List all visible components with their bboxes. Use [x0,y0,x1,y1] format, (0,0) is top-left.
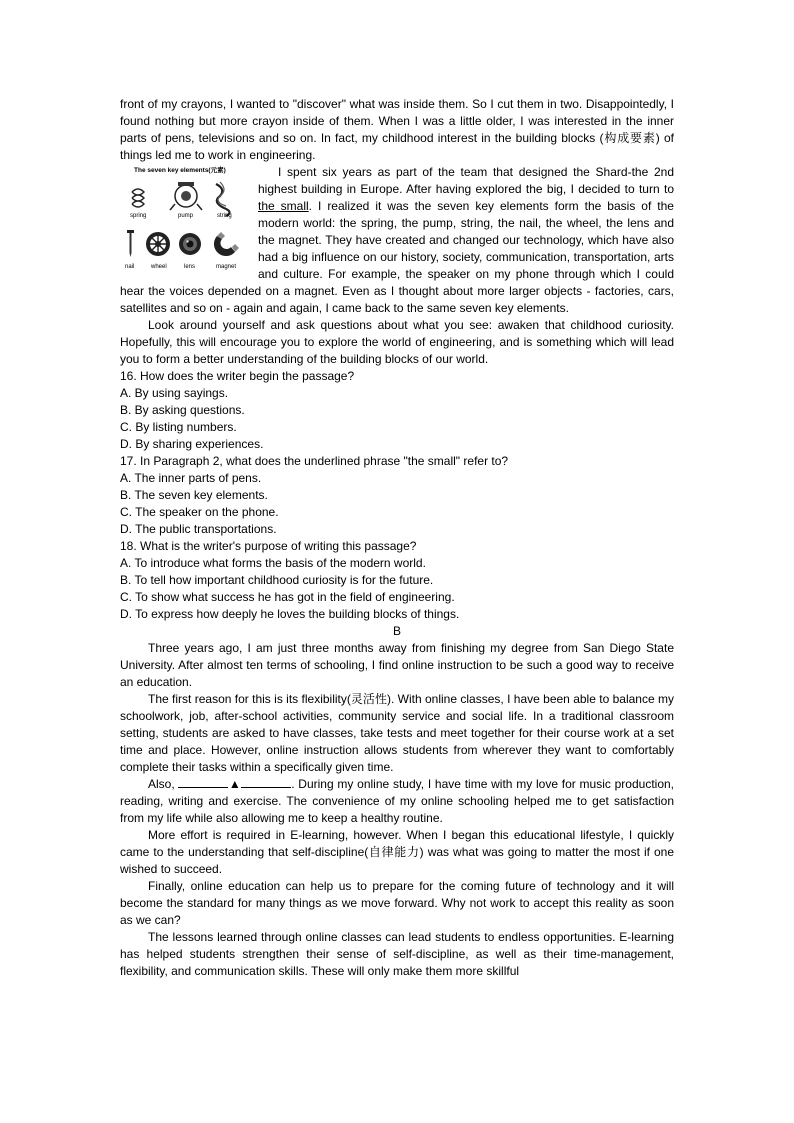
passage-b-heading: B [392,624,401,638]
answer-blank-left[interactable] [178,776,228,788]
option-b[interactable]: B. To tell how important childhood curiosity is for the future. [120,573,434,587]
spring-label: spring [130,213,147,219]
question-stem: 16. How does the writer begin the passage? [120,369,355,383]
option-d[interactable]: D. By sharing experiences. [120,437,264,451]
document-content [120,96,674,980]
string-icon [216,182,230,216]
passage-a-paragraph-1: front of my crayons, I wanted to "discover" what was inside them. So I cut them in two. Disappointedly, I found nothing but more crayon inside of them. When I was a little older, I was interested in the inner parts of pens, televisions and so on. In fact, my childhood interest in the building blocks (构成要素) of things led me to work in engineering. [120,97,674,162]
magnet-label: magnet [216,264,237,270]
spring-icon [132,189,144,207]
nail-icon [127,230,134,257]
blank-marker: ▲ [228,777,242,791]
figure-title: The seven key elements(元素) [134,167,226,174]
seven-elements-figure [120,164,250,274]
option-b[interactable]: B. The seven key elements. [120,488,268,502]
nail-label: nail [125,264,135,270]
string-label: string [217,213,232,219]
wheel-label: wheel [151,264,167,270]
option-a[interactable]: A. The inner parts of pens. [120,471,262,485]
question-stem: 18. What is the writer's purpose of writing this passage? [120,539,417,553]
underlined-phrase: the small [258,199,309,213]
option-d[interactable]: D. To express how deeply he loves the building blocks of things. [120,607,460,621]
p3-text-after: . During my online study, I have time with my love for music production, reading, writing and exercise. The convenience of my online schooling helped me to get satisfaction from my life while also allowing me to keep a healthy routine. [120,777,674,825]
passage-a-paragraph-3: Look around yourself and ask questions about what you see: awaken that childhood curiosity. Hopefully, this will encourage you to explore the world of engineering, and is something which will lead you to form a better understanding of the building blocks of our world. [120,318,674,366]
passage-b-paragraph-3 [120,776,674,827]
option-a[interactable]: A. By using sayings. [120,386,229,400]
pump-icon [170,182,202,210]
answer-blank-right[interactable] [241,776,291,788]
option-c[interactable]: C. By listing numbers. [120,420,237,434]
option-d[interactable]: D. The public transportations. [120,522,277,536]
seven-elements-illustration [120,164,250,274]
p3-text-before: Also, [148,777,179,791]
question-16 [120,368,674,453]
option-a[interactable]: A. To introduce what forms the basis of the modern world. [120,556,426,570]
p2-text-after: . I realized it was the seven key elements form the basis of the modern world: the spring, the pump, string, the nail, the wheel, the lens and the magnet. They have created and changed our technology, which have also had a big influence on our history, society, communication, transportation, arts and culture. For example, the speaker on my phone through which I could hear the voices depended on a magnet. Even as I thought about more larger objects - factories, cars, satellites and so on - again and again, I came back to the same seven key elements. [120,199,674,315]
p2-text-before: I spent six years as part of the team that designed the Shard-the 2nd highest building in Europe. After having explored the big, I decided to turn to [258,165,674,196]
pump-label: pump [178,213,194,219]
passage-b-paragraph-2: The first reason for this is its flexibility(灵活性). With online classes, I have been able to balance my schoolwork, job, after-school activities, community service and social life. In a traditional classroom setting, students are asked to have classes, take tests and meet together for their course work at a set time and place. However, online instruction allows students from wherever they want to comfortably complete their tasks within a specifically given time. [120,692,674,774]
lens-icon [179,233,201,255]
question-stem: 17. In Paragraph 2, what does the underlined phrase "the small" refer to? [120,454,509,468]
option-c[interactable]: C. The speaker on the phone. [120,505,279,519]
lens-label: lens [184,264,196,270]
option-b[interactable]: B. By asking questions. [120,403,245,417]
magnet-icon [214,232,239,256]
question-17 [120,453,674,538]
question-18 [120,538,674,623]
passage-b-paragraph-1: Three years ago, I am just three months away from finishing my degree from San Diego State University. After almost ten terms of schooling, I find online instruction to be such a good way to receive an education. [120,641,674,689]
wheel-icon [146,232,170,256]
passage-b-paragraph-4: More effort is required in E-learning, however. When I began this educational lifestyle, I quickly came to the understanding that self-discipline(自律能力) was what was going to matter the most if one wished to succeed. [120,828,674,876]
passage-b-paragraph-5: Finally, online education can help us to prepare for the coming future of technology and it will become the standard for many things as we move forward. Why not work to accept this reality as soon as we can? [120,879,674,927]
option-c[interactable]: C. To show what success he has got in the field of engineering. [120,590,455,604]
passage-b-paragraph-6: The lessons learned through online classes can lead students to endless opportunities. E-learning has helped students strengthen their sense of self-discipline, as well as their time-management, flexibility, and communication skills. These will only make them more skillful [120,930,674,978]
